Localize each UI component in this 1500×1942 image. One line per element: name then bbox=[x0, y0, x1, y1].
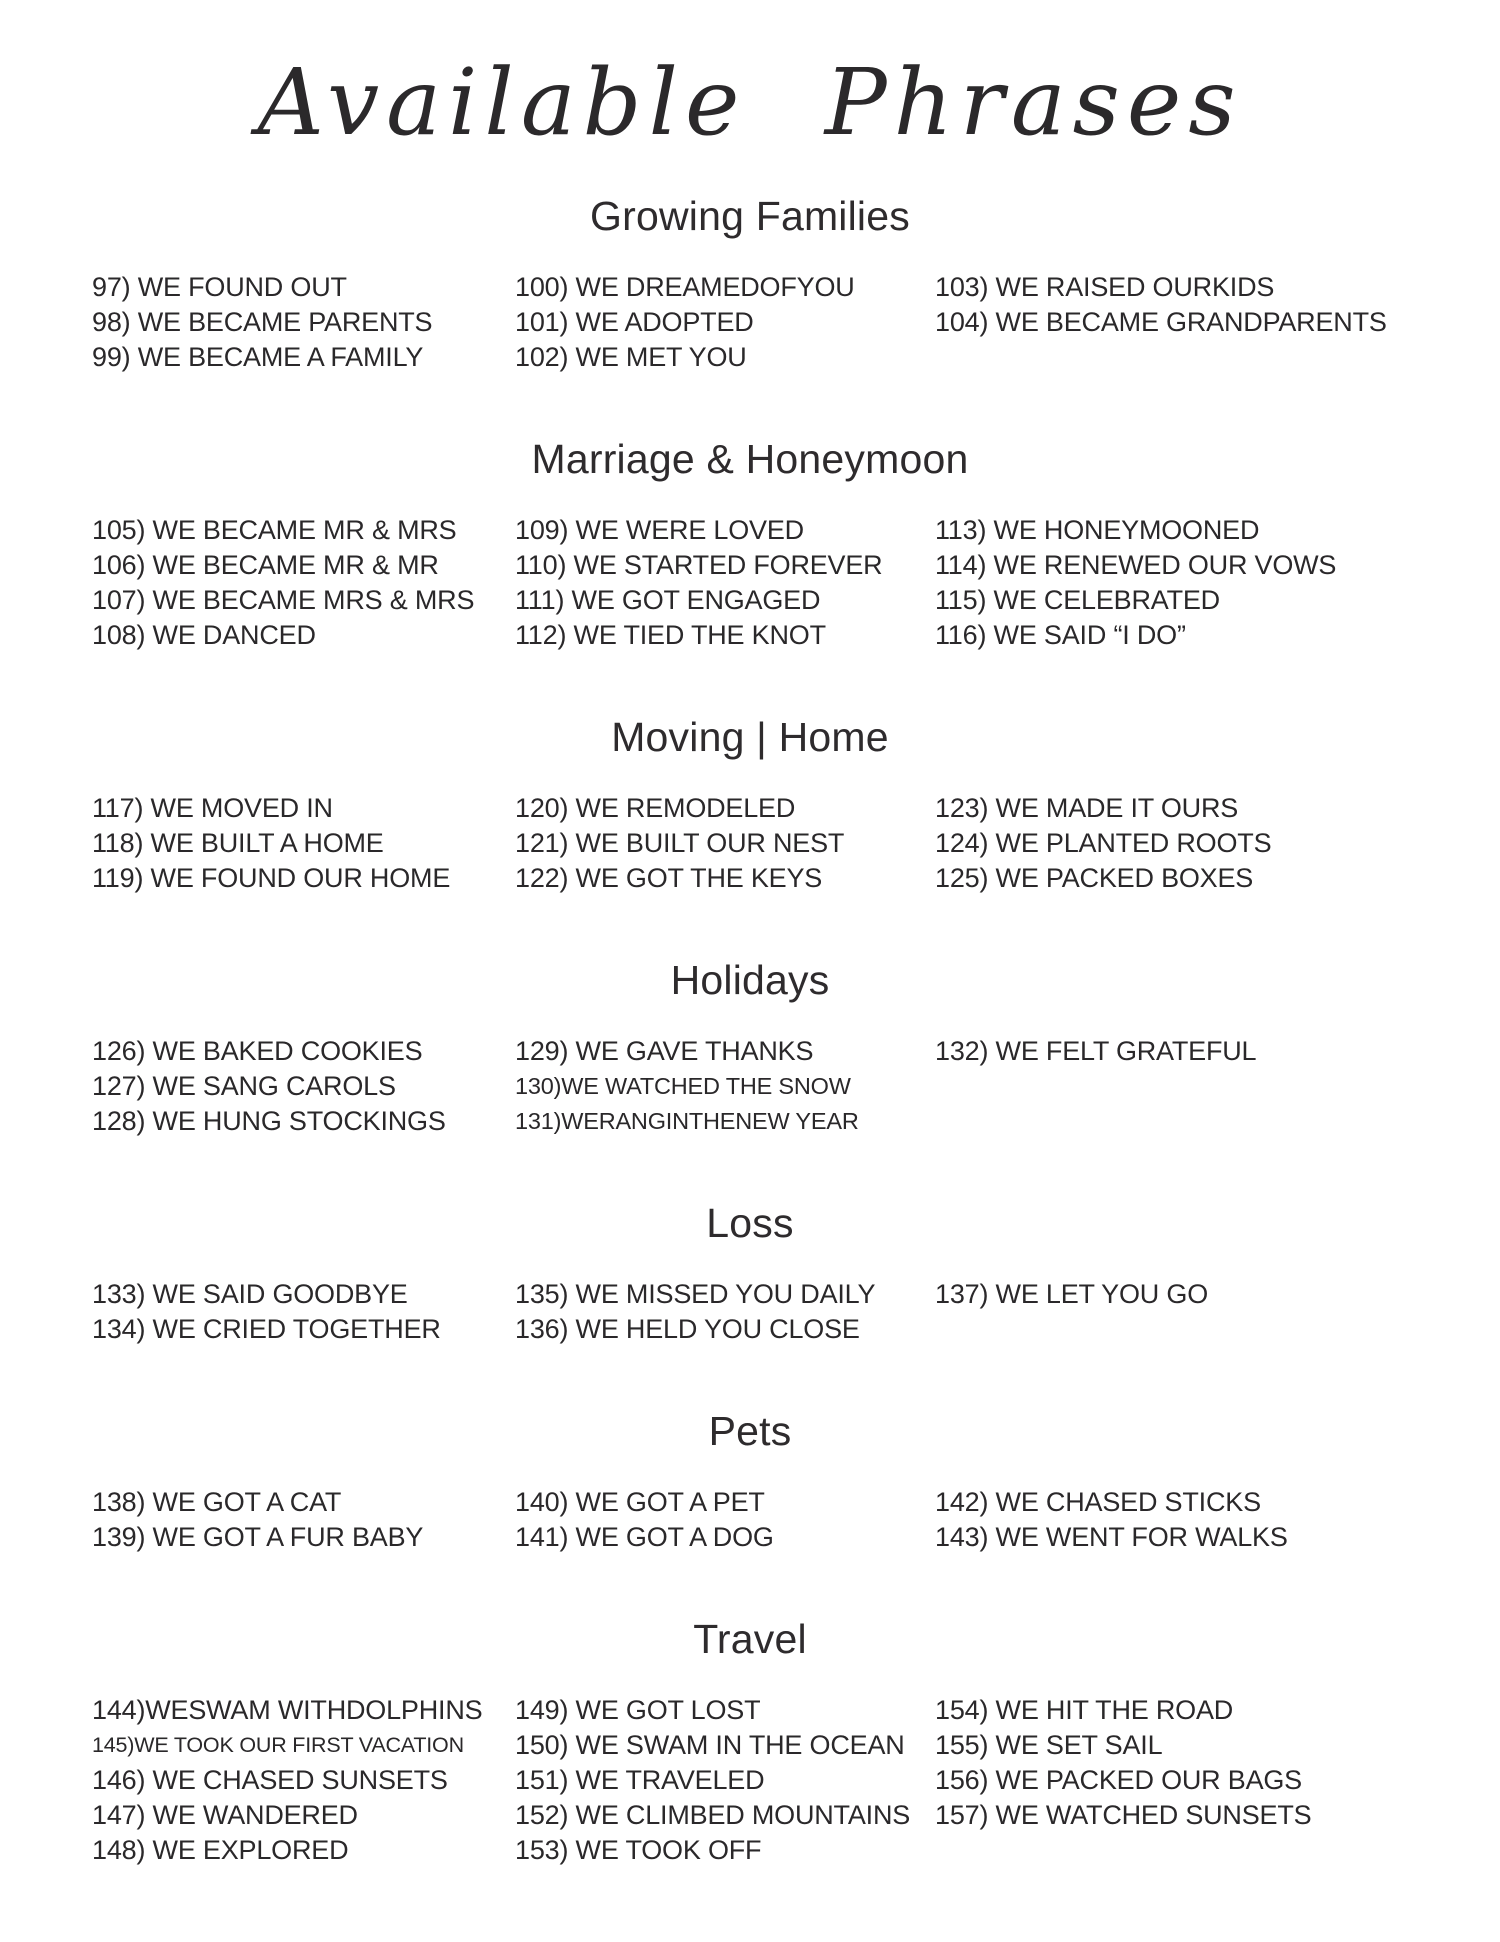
phrase-item: 116) WE SAID “I DO” bbox=[935, 620, 1186, 650]
section-heading: Loss bbox=[706, 1200, 794, 1246]
phrase-section bbox=[0, 190, 1500, 375]
phrase-column bbox=[515, 1034, 935, 1139]
phrase-item: 103) WE RAISED OURKIDS bbox=[935, 272, 1275, 302]
phrase-item: 151) WE TRAVELED bbox=[515, 1765, 765, 1795]
phrase-item: 132) WE FELT GRATEFUL bbox=[935, 1036, 1257, 1066]
phrase-column bbox=[92, 791, 515, 896]
section-heading: Holidays bbox=[670, 957, 830, 1003]
phrase-item: 117) WE MOVED IN bbox=[92, 793, 333, 823]
phrase-item: 107) WE BECAME MRS & MRS bbox=[92, 585, 475, 615]
phrase-columns bbox=[0, 270, 1500, 375]
phrase-column bbox=[935, 270, 1460, 340]
phrase-item: 134) WE CRIED TOGETHER bbox=[92, 1314, 441, 1344]
phrase-item: 111) WE GOT ENGAGED bbox=[515, 585, 821, 615]
phrase-column bbox=[92, 270, 515, 375]
phrase-columns bbox=[0, 1693, 1500, 1868]
phrase-item: 98) WE BECAME PARENTS bbox=[92, 307, 433, 337]
phrase-column bbox=[935, 791, 1460, 896]
page-title: Available Phrases bbox=[257, 49, 1243, 156]
phrase-item: 150) WE SWAM IN THE OCEAN bbox=[515, 1730, 905, 1760]
phrase-item: 106) WE BECAME MR & MR bbox=[92, 550, 439, 580]
phrase-item: 157) WE WATCHED SUNSETS bbox=[935, 1800, 1312, 1830]
phrase-column bbox=[935, 1693, 1460, 1833]
phrase-item: 125) WE PACKED BOXES bbox=[935, 863, 1254, 893]
phrase-item: 156) WE PACKED OUR BAGS bbox=[935, 1765, 1302, 1795]
phrase-sections bbox=[0, 190, 1500, 1868]
phrase-item: 110) WE STARTED FOREVER bbox=[515, 550, 883, 580]
phrase-item: 114) WE RENEWED OUR VOWS bbox=[935, 550, 1337, 580]
phrase-column bbox=[935, 1034, 1460, 1069]
phrase-item: 104) WE BECAME GRANDPARENTS bbox=[935, 307, 1387, 337]
phrase-column bbox=[515, 791, 935, 896]
section-heading: Growing Families bbox=[590, 193, 910, 239]
phrase-item: 124) WE PLANTED ROOTS bbox=[935, 828, 1272, 858]
phrase-item: 146) WE CHASED SUNSETS bbox=[92, 1765, 448, 1795]
phrase-column bbox=[935, 1485, 1460, 1555]
section-heading: Travel bbox=[693, 1616, 807, 1662]
phrase-item: 131)WERANGINTHENEW YEAR bbox=[515, 1108, 859, 1134]
phrase-item: 154) WE HIT THE ROAD bbox=[935, 1695, 1234, 1725]
phrase-column bbox=[515, 270, 935, 375]
phrase-item: 136) WE HELD YOU CLOSE bbox=[515, 1314, 860, 1344]
phrase-column bbox=[515, 1485, 935, 1555]
phrase-item: 118) WE BUILT A HOME bbox=[92, 828, 384, 858]
phrase-item: 148) WE EXPLORED bbox=[92, 1835, 349, 1865]
phrase-columns bbox=[0, 1485, 1500, 1555]
phrase-section bbox=[0, 1613, 1500, 1868]
phrase-item: 100) WE DREAMEDOFYOU bbox=[515, 272, 855, 302]
phrase-item: 129) WE GAVE THANKS bbox=[515, 1036, 814, 1066]
phrase-columns bbox=[0, 1034, 1500, 1139]
section-heading: Moving | Home bbox=[611, 714, 889, 760]
section-heading: Pets bbox=[708, 1408, 792, 1454]
phrase-item: 142) WE CHASED STICKS bbox=[935, 1487, 1261, 1517]
phrase-column bbox=[92, 513, 515, 653]
phrase-item: 147) WE WANDERED bbox=[92, 1800, 358, 1830]
phrase-columns bbox=[0, 1277, 1500, 1347]
phrase-columns bbox=[0, 513, 1500, 653]
phrase-section bbox=[0, 711, 1500, 896]
phrase-item: 155) WE SET SAIL bbox=[935, 1730, 1163, 1760]
phrase-section bbox=[0, 1405, 1500, 1555]
phrase-item: 120) WE REMODELED bbox=[515, 793, 796, 823]
phrase-column bbox=[515, 1277, 935, 1347]
phrase-column bbox=[935, 1277, 1460, 1312]
phrase-item: 133) WE SAID GOODBYE bbox=[92, 1279, 408, 1309]
phrase-column bbox=[515, 1693, 935, 1868]
phrase-item: 97) WE FOUND OUT bbox=[92, 272, 347, 302]
phrase-section bbox=[0, 954, 1500, 1139]
phrase-item: 135) WE MISSED YOU DAILY bbox=[515, 1279, 876, 1309]
section-heading: Marriage & Honeymoon bbox=[531, 436, 969, 482]
phrase-item: 143) WE WENT FOR WALKS bbox=[935, 1522, 1288, 1552]
phrase-item: 152) WE CLIMBED MOUNTAINS bbox=[515, 1800, 911, 1830]
phrase-item: 101) WE ADOPTED bbox=[515, 307, 754, 337]
phrase-item: 112) WE TIED THE KNOT bbox=[515, 620, 826, 650]
phrase-item: 144)WESWAM WITHDOLPHINS bbox=[92, 1695, 483, 1725]
phrase-item: 138) WE GOT A CAT bbox=[92, 1487, 342, 1517]
phrase-item: 137) WE LET YOU GO bbox=[935, 1279, 1208, 1309]
phrase-item: 115) WE CELEBRATED bbox=[935, 585, 1220, 615]
phrase-item: 130)WE WATCHED THE SNOW bbox=[515, 1073, 851, 1099]
phrase-column bbox=[92, 1693, 515, 1868]
phrase-item: 149) WE GOT LOST bbox=[515, 1695, 761, 1725]
phrase-columns bbox=[0, 791, 1500, 896]
phrase-column bbox=[515, 513, 935, 653]
phrase-item: 102) WE MET YOU bbox=[515, 342, 747, 372]
phrase-column bbox=[92, 1277, 515, 1347]
phrase-column bbox=[92, 1034, 515, 1139]
phrase-item: 153) WE TOOK OFF bbox=[515, 1835, 762, 1865]
phrase-column bbox=[935, 513, 1460, 653]
phrase-item: 126) WE BAKED COOKIES bbox=[92, 1036, 423, 1066]
phrase-item: 140) WE GOT A PET bbox=[515, 1487, 765, 1517]
phrase-item: 127) WE SANG CAROLS bbox=[92, 1071, 396, 1101]
phrase-item: 141) WE GOT A DOG bbox=[515, 1522, 774, 1552]
phrase-item: 105) WE BECAME MR & MRS bbox=[92, 515, 457, 545]
phrase-item: 99) WE BECAME A FAMILY bbox=[92, 342, 424, 372]
phrase-item: 139) WE GOT A FUR BABY bbox=[92, 1522, 424, 1552]
phrase-item: 113) WE HONEYMOONED bbox=[935, 515, 1260, 545]
phrase-item: 121) WE BUILT OUR NEST bbox=[515, 828, 845, 858]
phrase-item: 145)WE TOOK OUR FIRST VACATION bbox=[92, 1733, 464, 1757]
phrase-item: 123) WE MADE IT OURS bbox=[935, 793, 1239, 823]
phrase-item: 108) WE DANCED bbox=[92, 620, 316, 650]
phrase-item: 128) WE HUNG STOCKINGS bbox=[92, 1106, 446, 1136]
phrase-item: 119) WE FOUND OUR HOME bbox=[92, 863, 451, 893]
phrase-section bbox=[0, 1197, 1500, 1347]
phrase-column bbox=[92, 1485, 515, 1555]
phrase-section bbox=[0, 433, 1500, 653]
phrase-item: 109) WE WERE LOVED bbox=[515, 515, 804, 545]
phrase-item: 122) WE GOT THE KEYS bbox=[515, 863, 823, 893]
